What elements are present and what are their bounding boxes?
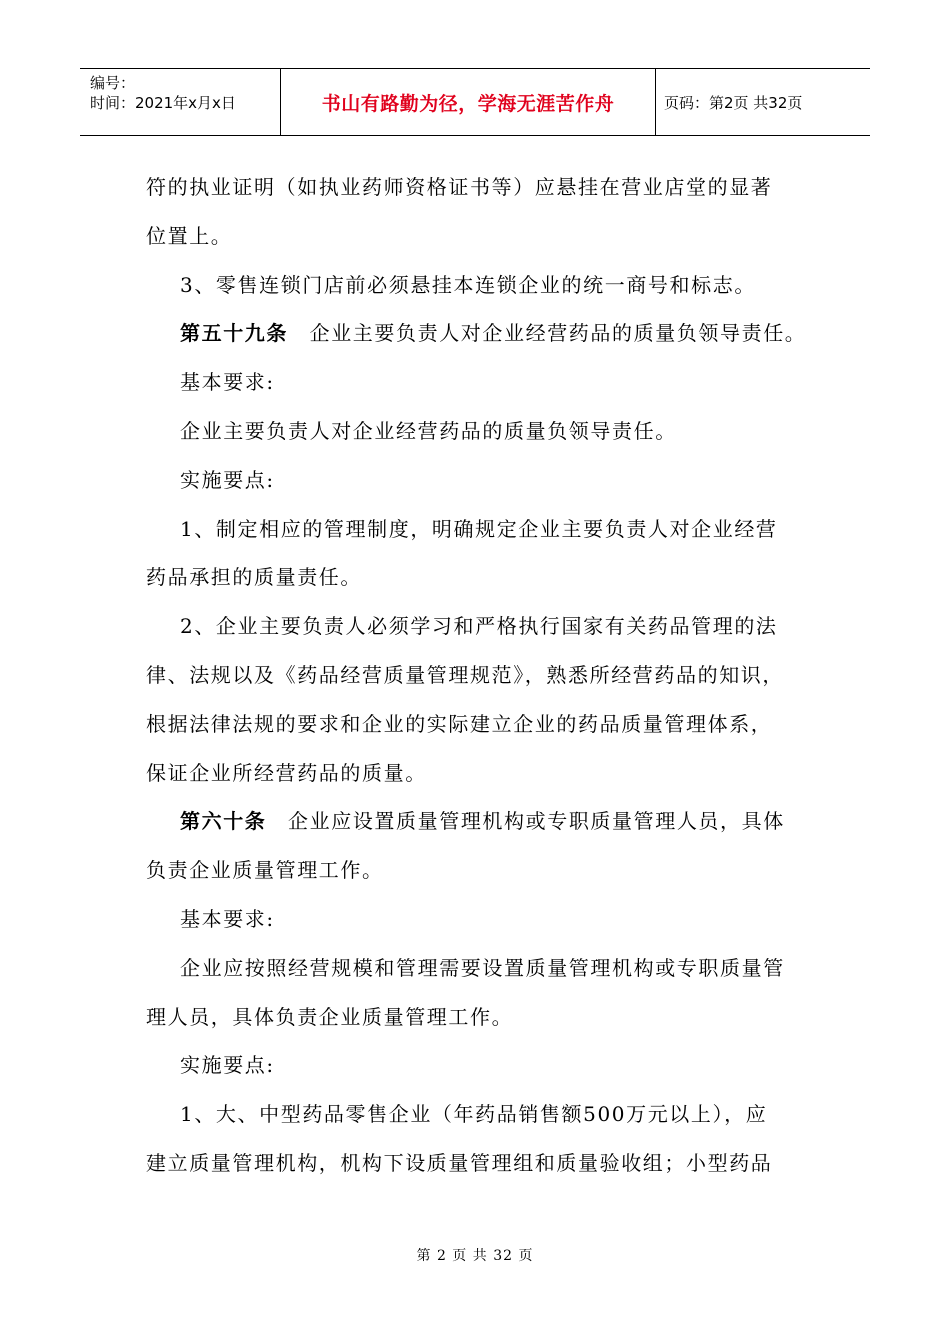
paragraph-line: 2、企业主要负责人必须学习和严格执行国家有关药品管理的法 (180, 614, 778, 639)
paragraph-line: 理人员，具体负责企业质量管理工作。 (146, 1004, 514, 1029)
article-59-heading: 第五十九条 (180, 321, 288, 346)
paragraph-line: 负责企业质量管理工作。 (146, 858, 384, 883)
section-heading: 实施要点: (180, 1053, 275, 1078)
paragraph-line: 3、零售连锁门店前必须悬挂本连锁企业的统一商号和标志。 (180, 272, 756, 297)
section-heading: 基本要求: (180, 370, 275, 395)
page-footer: 第 2 页 共 32 页 (416, 1248, 534, 1264)
document-body (146, 163, 814, 1188)
header-motto: 书山有路勤为径，学海无涯苦作舟 (281, 69, 656, 135)
paragraph-line: 企业主要负责人对企业经营药品的质量负领导责任。 (180, 418, 677, 443)
number-label: 编号： (90, 74, 136, 92)
section-heading: 实施要点: (180, 467, 275, 492)
paragraph-line: 位置上。 (146, 223, 233, 248)
paragraph-line: 律、法规以及《药品经营质量管理规范》，熟悉所经营药品的知识， (146, 662, 784, 687)
article-59-line (146, 309, 814, 358)
article-60-text: 企业应设置质量管理机构或专职质量管理人员，具体 (288, 809, 785, 834)
paragraph-line: 建立质量管理机构，机构下设质量管理组和质量验收组；小型药品 (146, 1150, 773, 1175)
header-page-info: 页码：第2页 共32页 (664, 93, 803, 112)
paragraph-line: 企业应按照经营规模和管理需要设置质量管理机构或专职质量管 (180, 955, 785, 980)
time-label: 时间：2021年x月x日 (90, 94, 236, 112)
paragraph-line: 药品承担的质量责任。 (146, 565, 362, 590)
article-59-text: 企业主要负责人对企业经营药品的质量负领导责任。 (309, 321, 807, 346)
paragraph-line: 1、大、中型药品零售企业（年药品销售额500万元以上），应 (180, 1102, 768, 1127)
paragraph-line: 符的执业证明（如执业药师资格证书等）应悬挂在营业店堂的显著 (146, 175, 773, 199)
paragraph-line: 保证企业所经营药品的质量。 (146, 760, 427, 785)
section-heading: 基本要求: (180, 906, 275, 931)
article-60-heading: 第六十条 (180, 809, 267, 834)
article-60-line (146, 797, 814, 846)
paragraph-line: 1、制定相应的管理制度，明确规定企业主要负责人对企业经营 (180, 516, 778, 541)
header-meta (80, 69, 281, 135)
paragraph-line: 根据法律法规的要求和企业的实际建立企业的药品质量管理体系， (146, 711, 773, 736)
document-header (80, 68, 870, 136)
